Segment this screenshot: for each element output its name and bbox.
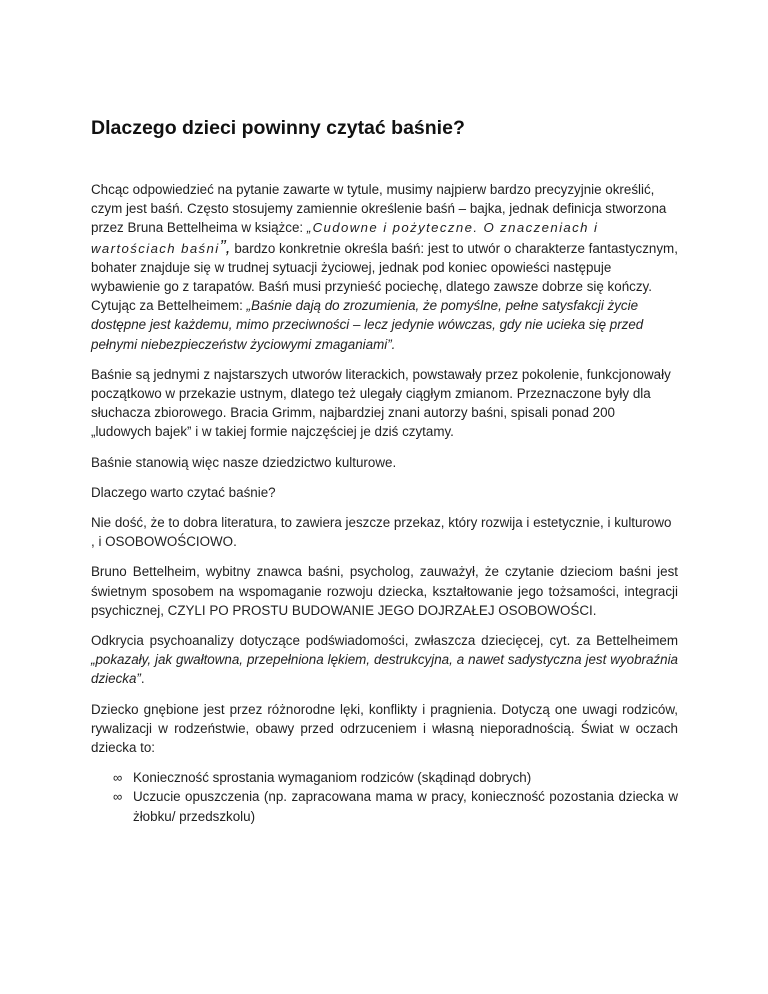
- paragraph-definition: [91, 180, 678, 354]
- page-title: Dlaczego dzieci powinny czytać baśnie?: [91, 117, 465, 139]
- list-item: [113, 768, 678, 787]
- paragraph-definition-intro: Chcąc odpowiedzieć na pytanie zawarte w tytule, musimy najpierw bardzo precyzyjnie określić, czym jest baśń. Często stosujemy zamiennie określenie baśń – bajka, jednak definicja stworzona przez Bruna Bettelheima w książce:: [91, 182, 667, 236]
- psychoanalysis-quote: „pokazały, jak gwałtowna, przepełniona lękiem, destrukcyjna, a nawet sadystyczna jest wyobraźnia dziecka”: [91, 652, 678, 687]
- paragraph-history: Baśnie są jednymi z najstarszych utworów literackich, powstawały przez pokolenie, funkcjonowały początkowo w przekazie ustnym, dlatego też ulegały ciągłym zmianom. Przeznaczone były dla słuchacza zbiorowego. Bracia Grimm, najbardziej znani autorzy baśni, spisali ponad 200 „ludowych bajek” i w takiej formie najczęściej je dziś czytamy.: [91, 366, 671, 440]
- paragraph-definition-middle: bardzo konkretnie określa baśń: jest to utwór o charakterze fantastycznym, bohater znajduje się w trudnej sytuacji życiowej, jednak pod koniec opowieści następuje wybawienie go z tarapatów. Baśń musi przynieść pociechę, dlatego zawsze dobrze się kończy. Cytując za Bettelheimem:: [91, 240, 678, 314]
- paragraph-child-fears: Dziecko gnębione jest przez różnorodne lęki, konflikty i pragnienia. Dotyczą one uwagi rodziców, rywalizacji w rodzeństwie, obawy przed odrzuceniem i własną nieporadnością. Świat w oczach dziecka to:: [91, 701, 678, 756]
- paragraph-psychoanalysis-intro: Odkrycia psychoanalizy dotyczące podświadomości, zwłaszcza dziecięcej, cyt. za Bettelheimem: [91, 633, 678, 649]
- infinity-bullet-icon: ∞: [113, 789, 123, 805]
- list-item-text: Uczucie opuszczenia (np. zapracowana mama w pracy, konieczność pozostania dziecka w żłobku/ przedszkolu): [133, 789, 678, 824]
- paragraph-question: Dlaczego warto czytać baśnie?: [91, 484, 276, 500]
- paragraph-heritage: Baśnie stanowią więc nasze dziedzictwo kulturowe.: [91, 454, 397, 470]
- infinity-bullet-icon: ∞: [113, 770, 123, 786]
- list-item-text: Konieczność sprostania wymaganiom rodziców (skądinąd dobrych): [133, 770, 532, 786]
- paragraph-bettelheim: Bruno Bettelheim, wybitny znawca baśni, psycholog, zauważył, że czytanie dzieciom baśni jest świetnym sposobem na wspomaganie rozwoju dziecka, kształtowanie jego tożsamości, integracji psychicznej, CZYLI PO PROSTU BUDOWANIE JEGO DOJRZAŁEJ OSOBOWOŚCI.: [91, 564, 678, 618]
- document-body: [91, 116, 678, 826]
- paragraph-psychoanalysis: [91, 631, 678, 689]
- paragraph-literature: Nie dość, że to dobra literatura, to zawiera jeszcze przekaz, który rozwija i estetycznie, i kulturowo , i OSOBOWOŚCIOWO.: [91, 515, 672, 550]
- paragraph-psychoanalysis-end: .: [140, 671, 145, 687]
- book-title: „Cudowne i pożyteczne. O znaczeniach i wartościach baśni: [91, 220, 599, 256]
- list-item: [113, 787, 678, 825]
- fears-list: [91, 768, 678, 826]
- bettelheim-quote: „Baśnie dają do zrozumienia, że pomyślne, pełne satysfakcji życie dostępne jest każdemu, mimo przeciwności – lecz jedynie wówczas, gdy nie ucieka się przed pełnymi niebezpieczeństw życiowymi zmaganiami”.: [91, 298, 644, 352]
- book-title-close: ”,: [219, 236, 231, 257]
